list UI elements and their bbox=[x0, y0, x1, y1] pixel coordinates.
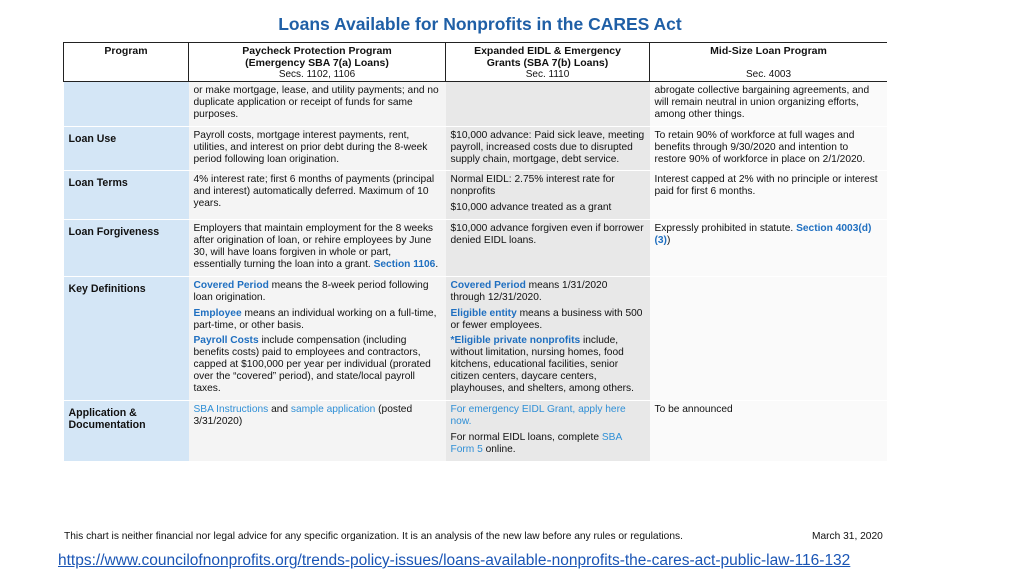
cell-ppp-key-definitions bbox=[189, 276, 446, 400]
cell-mid-loan-use: To retain 90% of workforce at full wages and benefits through 9/30/2020 and intention to restore 90% of workforce in place on 2/1/2020. bbox=[650, 126, 888, 171]
cell-mid-continued: abrogate collective bargaining agreements, and will remain neutral in union organizing efforts, among other things. bbox=[650, 82, 888, 127]
ppp-def-employee: Employee means an individual working on a full-time, part-time, or other basis. bbox=[193, 307, 437, 331]
row-label-loan-terms: Loan Terms bbox=[64, 171, 189, 220]
cell-mid-loan-forgiveness: Expressly prohibited in statute. Section 4003(d)(3)) bbox=[650, 220, 888, 277]
cell-mid-loan-terms: Interest capped at 2% with no principle or interest paid for first 6 months. bbox=[650, 171, 888, 220]
row-label-key-definitions: Key Definitions bbox=[64, 276, 189, 400]
header-mid-line1: Mid-Size Loan Program bbox=[710, 45, 827, 57]
header-ppp bbox=[189, 43, 446, 82]
cell-ppp-loan-terms: 4% interest rate; first 6 months of payments (principal and interest) automatically deferred. Maximum of 10 years. bbox=[189, 171, 446, 220]
header-eidl-sections: Sec. 1110 bbox=[525, 69, 570, 80]
cell-ppp-loan-forgiveness: Employers that maintain employment for the 8 weeks after origination of loan, or rehire employees by June 30, will have loans forgiven in whole or part, essentially turning the loan into a grant. Section 1106. bbox=[189, 220, 446, 277]
table-row-continued bbox=[64, 82, 888, 127]
section-4003-link[interactable]: Section 4003(d)(3) bbox=[654, 223, 872, 247]
row-label-loan-use: Loan Use bbox=[64, 126, 189, 171]
loans-table-container bbox=[63, 42, 887, 504]
cell-eidl-continued bbox=[446, 82, 650, 127]
table-row-loan-use bbox=[64, 126, 888, 171]
eidl-normal-loans-text: For normal EIDL loans, complete SBA Form 5 online. bbox=[450, 431, 622, 455]
cell-eidl-key-definitions bbox=[446, 276, 650, 400]
eidl-grant-apply-link[interactable]: For emergency EIDL Grant, apply here now. bbox=[450, 403, 626, 427]
eidl-def-eligible-nonprofits: *Eligible private nonprofits include, without limitation, nursing homes, food kitchens, educational facilities, senior citizen centers, daycare centers, playhouses, and shelters, among others. bbox=[450, 335, 634, 395]
footer-date: March 31, 2020 bbox=[812, 531, 883, 542]
page-title: Loans Available for Nonprofits in the CARES Act bbox=[278, 14, 682, 34]
cell-mid-application: To be announced bbox=[650, 400, 888, 461]
disclaimer-footer bbox=[64, 531, 883, 542]
row-label-application: Application & Documentation bbox=[64, 400, 189, 461]
eidl-terms-rate: Normal EIDL: 2.75% interest rate for nonprofits bbox=[450, 174, 615, 198]
cell-eidl-loan-terms bbox=[446, 171, 650, 220]
table-row-key-definitions bbox=[64, 276, 888, 400]
header-midsize bbox=[650, 43, 888, 82]
cell-eidl-loan-use: $10,000 advance: Paid sick leave, meeting payroll, increased costs due to disrupted supply chain, mortgage, debt service. bbox=[446, 126, 650, 171]
cell-eidl-application bbox=[446, 400, 650, 461]
eidl-def-eligible-entity: Eligible entity means a business with 500 or fewer employees. bbox=[450, 307, 643, 331]
sba-instructions-link[interactable]: SBA Instructions bbox=[193, 403, 269, 415]
cell-mid-key-definitions bbox=[650, 276, 888, 400]
table-row-loan-forgiveness bbox=[64, 220, 888, 277]
cell-ppp-loan-use: Payroll costs, mortgage interest payments, rent, utilities, and interest on prior debt during the 8-week period following loan origination. bbox=[189, 126, 446, 171]
section-1106-link[interactable]: Section 1106 bbox=[373, 258, 436, 270]
header-eidl-line1: Expanded EIDL & Emergency bbox=[474, 45, 621, 57]
ppp-def-covered-period: Covered Period means the 8-week period following loan origination. bbox=[193, 279, 429, 303]
header-eidl-line2: Grants (SBA 7(b) Loans) bbox=[486, 57, 609, 69]
source-url-link[interactable]: https://www.councilofnonprofits.org/trends-policy-issues/loans-available-nonprofits-the-cares-act-public-law-116-132 bbox=[58, 552, 851, 569]
table-row-application bbox=[64, 400, 888, 461]
header-mid-sections: Sec. 4003 bbox=[745, 69, 792, 80]
header-program: Program bbox=[64, 43, 189, 82]
eidl-def-covered-period: Covered Period means 1/31/2020 through 12/31/2020. bbox=[450, 279, 608, 303]
header-eidl bbox=[446, 43, 650, 82]
cell-ppp-application: SBA Instructions and sample application (posted 3/31/2020) bbox=[189, 400, 446, 461]
sample-application-link[interactable]: sample application bbox=[290, 403, 376, 415]
disclaimer-text: This chart is neither financial nor legal advice for any specific organization. It is an analysis of the new law before any rules or regulations. bbox=[64, 531, 683, 542]
ppp-def-payroll-costs: Payroll Costs include compensation (including benefits costs) paid to employees and contractors, capped at $100,000 per year per individual (prorated over the “covered” period), and state/local payroll taxes. bbox=[193, 335, 431, 395]
header-row bbox=[64, 43, 888, 82]
header-ppp-line2: (Emergency SBA 7(a) Loans) bbox=[245, 57, 389, 69]
sba-form-5-link[interactable]: SBA Form 5 bbox=[450, 431, 622, 455]
row-label-loan-forgiveness: Loan Forgiveness bbox=[64, 220, 189, 277]
cell-ppp-continued: or make mortgage, lease, and utility payments; and no duplicate application or receipt of funds for same purposes. bbox=[189, 82, 446, 127]
header-ppp-sections: Secs. 1102, 1106 bbox=[278, 69, 356, 80]
cell-eidl-loan-forgiveness: $10,000 advance forgiven even if borrower denied EIDL loans. bbox=[446, 220, 650, 277]
row-label-empty bbox=[64, 82, 189, 127]
header-ppp-line1: Paycheck Protection Program bbox=[242, 45, 392, 57]
table-row-loan-terms bbox=[64, 171, 888, 220]
eidl-terms-advance: $10,000 advance treated as a grant bbox=[450, 202, 612, 214]
loans-table bbox=[63, 42, 887, 462]
